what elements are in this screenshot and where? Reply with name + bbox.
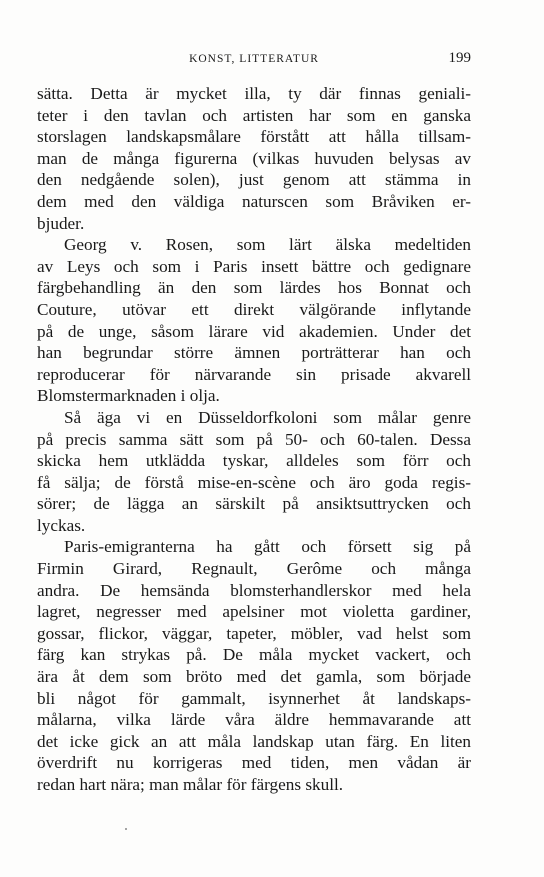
text-line: Georg v. Rosen, som lärt älska medeltiden <box>64 235 471 255</box>
running-head: KONST, LITTERATUR <box>189 53 319 65</box>
text-line: sörer; de lägga an särskilt på ansiktsuttrycken och <box>37 494 471 514</box>
text-line: andra. De hemsända blomsterhandlerskor med hela <box>37 580 471 600</box>
text-line: målarna, vilka lärde våra äldre hemmavarande att <box>37 710 471 730</box>
print-speck <box>125 828 127 830</box>
text-line: gossar, flickor, väggar, tapeter, möbler, vad helst som <box>37 623 471 643</box>
text-line: Så äga vi en Düsseldorfkoloni som målar genre <box>64 407 471 427</box>
text-line: storslagen landskapsmålare förstått att hålla tillsam- <box>37 127 471 147</box>
text-line: redan hart nära; man målar för färgens skull. <box>37 775 344 794</box>
text-line: färgbehandling än den som lärdes hos Bonnat och <box>37 278 471 298</box>
text-line: Firmin Girard, Regnault, Gerôme och många <box>37 559 471 579</box>
text-line: bli något för gammalt, isynnerhet åt landskaps- <box>37 688 471 708</box>
body-text <box>37 83 471 796</box>
text-line: skicka hem utklädda tyskar, alldeles som förr och <box>37 451 471 471</box>
text-line: ära åt dem som bröto med det gamla, som började <box>37 667 471 687</box>
text-line: på precis samma sätt som på 50- och 60-talen. Dessa <box>37 429 471 449</box>
text-line: av Leys och som i Paris insett bättre och gedignare <box>37 256 471 276</box>
text-line: lyckas. <box>37 515 86 535</box>
text-line: dem med den väldiga naturscen som Bråviken er- <box>37 191 471 211</box>
text-line: bjuder. <box>37 213 85 233</box>
text-line: det icke gick an att måla landskap utan färg. En liten <box>37 731 471 751</box>
text-line: lagret, negresser med apelsiner mot violetta gardiner, <box>37 602 471 622</box>
text-line: Blomstermarknaden i olja. <box>37 386 220 406</box>
page-header <box>37 50 471 70</box>
text-line: han begrundar större ämnen porträtterar han och <box>37 343 471 363</box>
text-line: teter i den tavlan och artisten har som en ganska <box>37 105 471 125</box>
text-line: Paris-emigranterna ha gått och försett sig på <box>64 537 471 557</box>
text-line: få sälja; de förstå mise-en-scène och äro goda regis- <box>37 472 471 492</box>
text-line: på de unge, såsom lärare vid akademien. Under det <box>37 321 471 341</box>
text-line: man de många figurerna (vilkas huvuden belysas av <box>37 148 471 168</box>
text-line: färg kan strykas på. De måla mycket vackert, och <box>37 645 471 665</box>
text-line: sätta. Detta är mycket illa, ty där finnas geniali- <box>37 84 471 103</box>
text-line: Couture, utövar ett direkt välgörande inflytande <box>37 299 471 319</box>
text-line: den nedgående solen), just genom att stämma in <box>37 170 471 190</box>
text-line: överdrift nu korrigeras med tiden, men vådan är <box>37 753 471 773</box>
text-line: reproducerar för närvarande sin prisade akvarell <box>37 364 471 384</box>
page-number: 199 <box>448 50 471 66</box>
